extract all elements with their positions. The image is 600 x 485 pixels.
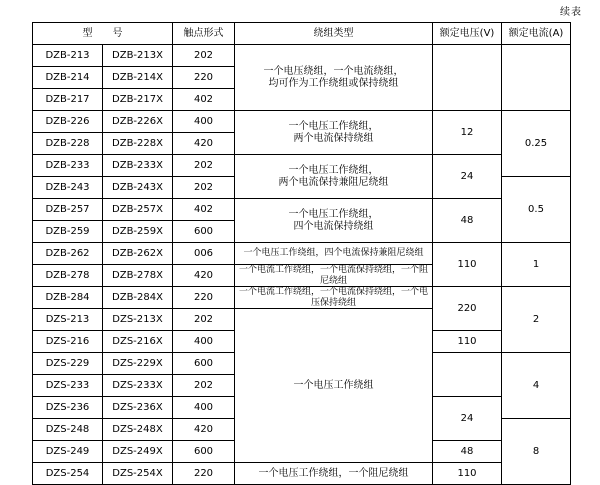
cell-type-primary: DZB-233 bbox=[33, 155, 103, 177]
cell-type-secondary: DZS-229X bbox=[103, 353, 173, 375]
cell-type-primary: DZS-233 bbox=[33, 375, 103, 397]
table-row bbox=[33, 287, 571, 309]
cell-type-primary: DZB-214 bbox=[33, 67, 103, 89]
cell-contact-form: 202 bbox=[173, 375, 235, 397]
cell-contact-form: 220 bbox=[173, 463, 235, 485]
cell-type-secondary: DZS-216X bbox=[103, 331, 173, 353]
table-row bbox=[33, 243, 571, 265]
column-header-contact: 触点形式 bbox=[173, 23, 235, 45]
cell-rated-voltage: 48 bbox=[433, 199, 502, 243]
cell-rated-voltage: 220 bbox=[433, 287, 502, 331]
cell-contact-form: 202 bbox=[173, 155, 235, 177]
cell-contact-form: 006 bbox=[173, 243, 235, 265]
specification-table bbox=[32, 22, 571, 485]
cell-rated-voltage: 48 bbox=[433, 441, 502, 463]
cell-type-primary: DZS-248 bbox=[33, 419, 103, 441]
cell-winding-type: 一个电压工作绕组， 两个电流保持绕组 bbox=[235, 111, 433, 155]
cell-type-secondary: DZB-257X bbox=[103, 199, 173, 221]
cell-type-primary: DZB-213 bbox=[33, 45, 103, 67]
table-body bbox=[33, 45, 571, 485]
cell-winding-type: 一个电压工作绕组， 两个电流保持兼阻尼绕组 bbox=[235, 155, 433, 199]
cell-type-primary: DZB-226 bbox=[33, 111, 103, 133]
cell-type-secondary: DZB-262X bbox=[103, 243, 173, 265]
cell-rated-current: 1 bbox=[502, 243, 571, 287]
cell-type-primary: DZB-217 bbox=[33, 89, 103, 111]
cell-winding-type: 一个电压工作绕组，一个阻尼绕组 bbox=[235, 463, 433, 485]
cell-type-secondary: DZB-228X bbox=[103, 133, 173, 155]
cell-contact-form: 400 bbox=[173, 111, 235, 133]
column-header-current: 额定电流(A) bbox=[502, 23, 571, 45]
column-header-voltage: 额定电压(V) bbox=[433, 23, 502, 45]
cell-rated-voltage: 12 bbox=[433, 111, 502, 155]
cell-winding-type: 一个电流工作绕组，一个电流保持绕组，一个电压保持绕组 bbox=[235, 287, 433, 309]
cell-type-secondary: DZS-249X bbox=[103, 441, 173, 463]
cell-type-primary: DZS-216 bbox=[33, 331, 103, 353]
column-header-type bbox=[33, 23, 173, 45]
cell-type-primary: DZB-278 bbox=[33, 265, 103, 287]
cell-rated-current: 8 bbox=[502, 419, 571, 485]
table-row bbox=[33, 45, 571, 67]
cell-type-secondary: DZB-284X bbox=[103, 287, 173, 309]
column-header-type-text: 型 号 bbox=[82, 27, 123, 39]
cell-type-secondary: DZB-278X bbox=[103, 265, 173, 287]
cell-contact-form: 420 bbox=[173, 419, 235, 441]
cell-rated-current bbox=[502, 45, 571, 111]
cell-type-secondary: DZB-233X bbox=[103, 155, 173, 177]
cell-contact-form: 600 bbox=[173, 353, 235, 375]
cell-type-primary: DZB-257 bbox=[33, 199, 103, 221]
cell-type-secondary: DZS-254X bbox=[103, 463, 173, 485]
cell-contact-form: 402 bbox=[173, 89, 235, 111]
cell-rated-voltage: 24 bbox=[433, 397, 502, 441]
cell-type-primary: DZB-284 bbox=[33, 287, 103, 309]
cell-contact-form: 220 bbox=[173, 287, 235, 309]
cell-contact-form: 202 bbox=[173, 177, 235, 199]
cell-winding-type: 一个电压绕组，一个电流绕组， 均可作为工作绕组或保持绕组 bbox=[235, 45, 433, 111]
cell-contact-form: 202 bbox=[173, 309, 235, 331]
cell-type-secondary: DZS-248X bbox=[103, 419, 173, 441]
cell-type-primary: DZB-243 bbox=[33, 177, 103, 199]
column-header-winding: 绕组类型 bbox=[235, 23, 433, 45]
table-row bbox=[33, 155, 571, 177]
cell-rated-current: 0.25 bbox=[502, 111, 571, 177]
cell-contact-form: 400 bbox=[173, 397, 235, 419]
cell-contact-form: 420 bbox=[173, 133, 235, 155]
cell-contact-form: 600 bbox=[173, 221, 235, 243]
cell-rated-voltage: 110 bbox=[433, 463, 502, 485]
cell-rated-voltage: 110 bbox=[433, 331, 502, 353]
cell-contact-form: 202 bbox=[173, 45, 235, 67]
cell-winding-type: 一个电流工作绕组，一个电流保持绕组，一个阻尼绕组 bbox=[235, 265, 433, 287]
table-row bbox=[33, 111, 571, 133]
cell-rated-current: 4 bbox=[502, 353, 571, 419]
cell-type-primary: DZS-236 bbox=[33, 397, 103, 419]
cell-rated-current: 0.5 bbox=[502, 177, 571, 243]
cell-rated-voltage bbox=[433, 45, 502, 111]
cell-rated-voltage bbox=[433, 353, 502, 397]
cell-rated-voltage: 24 bbox=[433, 155, 502, 199]
table-header bbox=[33, 23, 571, 45]
cell-winding-type: 一个电压工作绕组， 四个电流保持绕组 bbox=[235, 199, 433, 243]
cell-contact-form: 600 bbox=[173, 441, 235, 463]
cell-winding-type: 一个电压工作绕组 bbox=[235, 309, 433, 463]
cell-type-secondary: DZS-213X bbox=[103, 309, 173, 331]
table-header-row bbox=[33, 23, 571, 45]
continued-table-label: 续表 bbox=[560, 7, 582, 18]
table-row bbox=[33, 463, 571, 485]
cell-type-primary: DZB-262 bbox=[33, 243, 103, 265]
cell-contact-form: 420 bbox=[173, 265, 235, 287]
cell-type-secondary: DZS-236X bbox=[103, 397, 173, 419]
cell-contact-form: 400 bbox=[173, 331, 235, 353]
cell-type-secondary: DZS-233X bbox=[103, 375, 173, 397]
cell-rated-voltage: 110 bbox=[433, 243, 502, 287]
cell-type-primary: DZB-259 bbox=[33, 221, 103, 243]
cell-contact-form: 220 bbox=[173, 67, 235, 89]
cell-type-secondary: DZB-217X bbox=[103, 89, 173, 111]
cell-type-secondary: DZB-259X bbox=[103, 221, 173, 243]
cell-type-primary: DZS-254 bbox=[33, 463, 103, 485]
cell-type-secondary: DZB-243X bbox=[103, 177, 173, 199]
table-row bbox=[33, 199, 571, 221]
cell-type-primary: DZS-213 bbox=[33, 309, 103, 331]
cell-rated-current: 2 bbox=[502, 287, 571, 353]
cell-type-secondary: DZB-226X bbox=[103, 111, 173, 133]
cell-winding-type: 一个电压工作绕组，四个电流保持兼阻尼绕组 bbox=[235, 243, 433, 265]
cell-type-primary: DZS-229 bbox=[33, 353, 103, 375]
cell-contact-form: 402 bbox=[173, 199, 235, 221]
cell-type-secondary: DZB-214X bbox=[103, 67, 173, 89]
cell-type-primary: DZS-249 bbox=[33, 441, 103, 463]
cell-type-secondary: DZB-213X bbox=[103, 45, 173, 67]
cell-type-primary: DZB-228 bbox=[33, 133, 103, 155]
